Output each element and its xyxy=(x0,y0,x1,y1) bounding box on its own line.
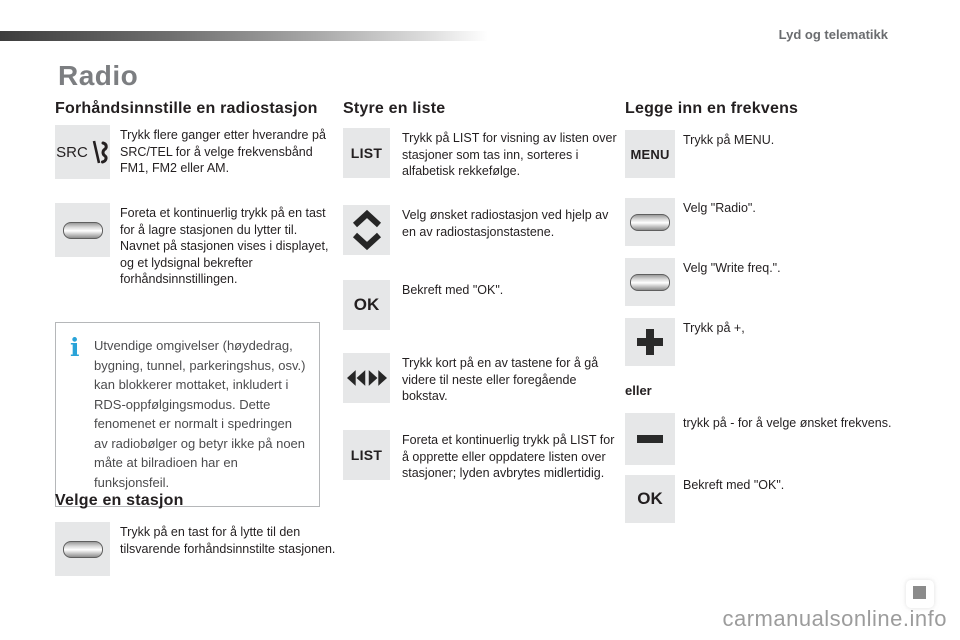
step-src-band xyxy=(55,125,340,179)
heading-preset-station: Forhåndsinnstille en radiostasjon xyxy=(55,100,318,117)
src-tel-button xyxy=(55,125,110,179)
step-text: Bekreft med "OK". xyxy=(402,283,504,297)
step-text: Foreta et kontinuerlig trykk på en tast for å lagre stasjonen du lytter til. Navnet på stasjonen vises i displayet, og et lydsignal bekrefter forhåndsinnstillingen. xyxy=(120,206,329,286)
step-store-station xyxy=(55,203,340,288)
step-list-update xyxy=(343,430,624,482)
minus-button xyxy=(625,413,675,465)
or-label: eller xyxy=(625,383,652,398)
phone-handset-icon xyxy=(91,140,109,164)
step-seek-letter xyxy=(343,353,624,405)
minus-icon xyxy=(637,435,663,443)
step-text: Velg ønsket radiostasjon ved hjelp av en av radiostasjonstastene. xyxy=(402,208,609,239)
seek-button xyxy=(343,353,390,403)
header-gradient-bar xyxy=(0,31,488,41)
preset-key-button xyxy=(55,203,110,257)
src-label: SRC xyxy=(56,143,88,161)
heading-manage-list: Styre en liste xyxy=(343,100,446,117)
list-button-label: LIST xyxy=(350,447,383,463)
step-text: Trykk på en tast for å lytte til den tilsvarende forhåndsinnstilte stasjonen. xyxy=(120,525,336,556)
list-button-label: LIST xyxy=(350,145,383,161)
plus-button xyxy=(625,318,675,366)
preset-key-button xyxy=(55,522,110,576)
step-text: Trykk kort på en av tastene for å gå videre til neste eller foregående bokstav. xyxy=(402,356,599,403)
plus-icon xyxy=(637,329,663,355)
step-confirm-ok xyxy=(625,475,933,523)
step-text: Trykk flere ganger etter hverandre på SRC/TEL for å velge frekvensbånd FM1, FM2 eller AM. xyxy=(120,128,326,175)
pill-key-icon xyxy=(630,214,670,231)
list-button xyxy=(343,430,390,480)
step-text: Trykk på LIST for visning av listen over stasjoner som tas inn, sorteres i alfabetisk rekkefølge. xyxy=(402,131,617,178)
step-text: Velg "Radio". xyxy=(683,201,756,215)
step-text: trykk på - for å velge ønsket frekvens. xyxy=(683,416,892,430)
step-menu xyxy=(625,130,933,178)
step-text: Velg "Write freq.". xyxy=(683,261,781,275)
ok-button xyxy=(343,280,390,330)
pill-key-icon xyxy=(630,274,670,291)
step-text: Foreta et kontinuerlig trykk på LIST for å opprette eller oppdatere listen over stasjoner; lyden avbrytes midlertidig. xyxy=(402,433,615,480)
step-text: Bekreft med "OK". xyxy=(683,478,785,492)
up-down-button xyxy=(343,205,390,255)
info-note-text: Utvendige omgivelser (høydedrag, bygning, tunnel, parkeringshus, osv.) kan blokkerer mottaket, inkludert i RDS-oppfølgingsmodus. Dette fenomenet er normalt i spedringen av radiobølger og betyr ikke på noen måte at bilradioen har en funksjonsfeil. xyxy=(94,338,306,490)
heading-enter-frequency: Legge inn en frekvens xyxy=(625,100,799,117)
heading-select-station: Velge en stasjon xyxy=(55,492,184,509)
menu-button xyxy=(625,130,675,178)
page-title: Radio xyxy=(58,60,139,91)
step-list-display xyxy=(343,128,624,180)
step-press-plus xyxy=(625,318,933,366)
info-note-box xyxy=(55,322,320,507)
step-text: Trykk på MENU. xyxy=(683,133,775,147)
chevron-up-down-icon xyxy=(351,209,383,251)
watermark-link[interactable]: carmanualsonline.info xyxy=(722,606,947,631)
info-icon: i xyxy=(70,333,80,362)
step-listen-preset xyxy=(55,522,340,576)
section-label: Lyd og telematikk xyxy=(778,27,888,42)
step-confirm-ok xyxy=(343,280,624,330)
step-select-write-freq xyxy=(625,258,933,306)
step-select-radio xyxy=(625,198,933,246)
menu-button-label: MENU xyxy=(630,146,670,162)
step-select-station xyxy=(343,205,624,255)
page-corner-badge[interactable] xyxy=(906,580,934,608)
ok-button-label: OK xyxy=(353,295,380,314)
selector-key-button xyxy=(625,198,675,246)
badge-square-icon xyxy=(913,586,926,599)
step-press-minus xyxy=(625,413,933,465)
list-button xyxy=(343,128,390,178)
selector-key-button xyxy=(625,258,675,306)
ok-button xyxy=(625,475,675,523)
src-tel-button-face xyxy=(56,140,109,164)
rewind-forward-icon xyxy=(347,369,387,387)
ok-button-label: OK xyxy=(637,489,663,508)
step-text: Trykk på +, xyxy=(683,321,745,335)
pill-key-icon xyxy=(63,222,103,239)
pill-key-icon xyxy=(63,541,103,558)
